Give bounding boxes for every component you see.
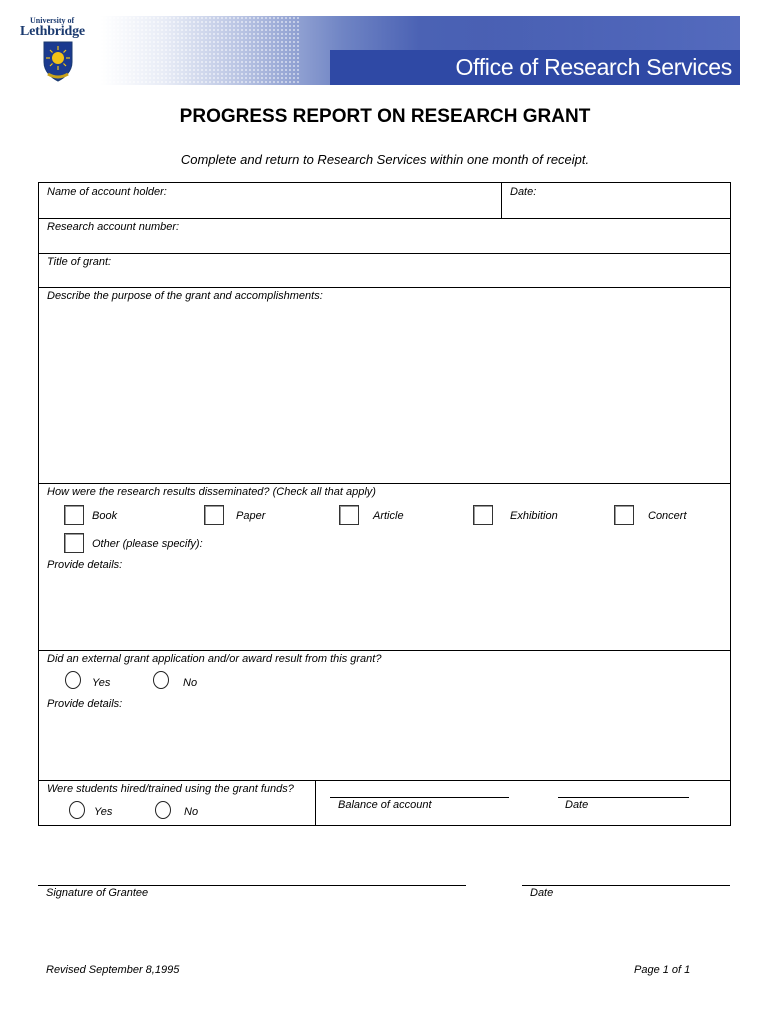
document-title: PROGRESS REPORT ON RESEARCH GRANT [179,106,591,127]
external-yes-radio[interactable] [65,671,81,689]
revision-note: Revised September 8,1995 [46,964,180,976]
instruction-text: Complete and return to Research Services within one month of receipt. [180,152,590,167]
purpose-label: Describe the purpose of the grant and accomplishments: [47,290,323,302]
book-checkbox[interactable] [64,505,84,525]
row-divider [39,650,730,651]
external-yes-label: Yes [92,677,111,689]
exhibition-checkbox[interactable] [473,505,493,525]
dissemination-details-label: Provide details: [47,559,123,571]
report-form [38,182,731,826]
row-divider [39,483,730,484]
office-title: Office of Research Services [455,54,732,80]
external-details-label: Provide details: [47,698,123,710]
crest-icon [42,40,74,84]
other-checkbox[interactable] [64,533,84,553]
exhibition-option-label: Exhibition [510,510,558,522]
signature-line[interactable] [38,885,466,886]
students-question: Were students hired/trained using the grant funds? [47,783,294,795]
signature-date-label: Date [530,887,554,899]
signature-date-line[interactable] [522,885,730,886]
row-divider [39,218,730,219]
header-banner [100,16,740,85]
concert-checkbox[interactable] [614,505,634,525]
students-no-radio[interactable] [155,801,171,819]
paper-checkbox[interactable] [204,505,224,525]
account-holder-label: Name of account holder: [47,186,167,198]
row-divider [39,253,730,254]
date-label: Date: [510,186,537,198]
article-option-label: Article [373,510,404,522]
balance-label: Balance of account [338,799,432,811]
students-no-label: No [184,806,199,818]
balance-line[interactable] [330,797,509,798]
signature-label: Signature of Grantee [46,887,149,899]
column-divider [315,780,316,826]
balance-date-label: Date [565,799,589,811]
row-divider [39,287,730,288]
paper-option-label: Paper [236,510,266,522]
external-no-radio[interactable] [153,671,169,689]
students-yes-label: Yes [94,806,113,818]
account-number-label: Research account number: [47,221,180,233]
grant-title-label: Title of grant: [47,256,112,268]
logo-text-small: University of [30,16,75,25]
other-option-label: Other (please specify): [92,538,203,550]
row-divider [39,780,730,781]
university-logo [18,14,98,94]
article-checkbox[interactable] [339,505,359,525]
dissemination-question: How were the research results disseminated? (Check all that apply) [47,486,376,498]
external-no-label: No [183,677,198,689]
book-option-label: Book [92,510,118,522]
page-number: Page 1 of 1 [634,964,691,976]
external-grant-question: Did an external grant application and/or award result from this grant? [47,653,382,665]
balance-date-line[interactable] [558,797,689,798]
students-yes-radio[interactable] [69,801,85,819]
concert-option-label: Concert [648,510,687,522]
column-divider [501,183,502,218]
logo-text-large: Lethbridge [20,24,85,39]
